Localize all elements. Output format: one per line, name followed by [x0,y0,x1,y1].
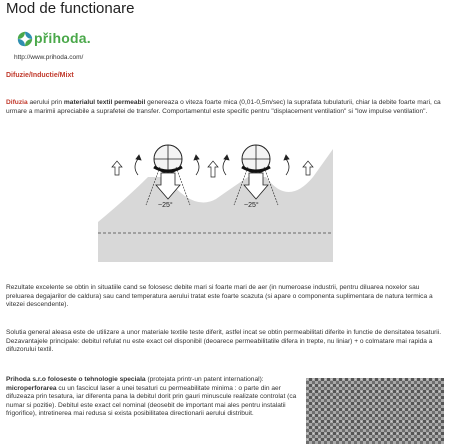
term-microperforare: microperforarea [6,384,57,392]
paragraph-technology [6,376,304,419]
logo-url: http://www.prihoda.com/ [14,54,84,61]
upward-arrows [112,161,313,177]
angle-left-label: ~25° [158,202,173,209]
logo-brand-text: přihoda. [34,30,91,46]
section-subtitle: Difuzie/Inductie/Mixt [6,72,74,79]
page-title: Mod de functionare [6,0,135,17]
fabric-texture-photo [306,378,444,444]
airflow-diagram [98,137,333,262]
para1-text-2: genereaza o viteza foarte mica (0,01-0,5m/sec) la suprafata tubulaturii, chiar la debite foarte mari, ca urmare a marimii apreciabile a suprafetei de transfer. Comportamentul este specific pentru "displacement ventilation" si "low impulse ventilation". [6,99,441,115]
logo-leaf-icon [16,30,34,48]
para1-text-1: aerului prin [27,99,64,106]
para4-text-2: cu un fascicul laser a unei tesaturi cu permeabilitate minima : o parte din aer difuzeaza prin tesatura, iar diferenta pana la debitul dorit prin gauri minuscule realizate controlat (ca numar si pozitie). Debitul este exact cel nominal (deosebit de important mai ales pentru instalatii frigorifice), intretinerea mai redusa si exista posibilitatea directionarii aerului distribuit. [6,384,297,418]
company-name: Prihoda s.r.o foloseste o tehnologie speciala [6,376,146,383]
prihoda-logo[interactable] [14,24,92,66]
term-material: materialul textil permeabil [63,99,146,106]
paragraph-results: Rezultate excelente se obtin in situatiile cand se folosesc debite mari si foarte mari de aer (in numeroase industrii, pentru diluarea noxelor sau preluarea degajarilor de caldura) sau cand temperatura aerului tratat este foarte scazuta (si apare o componenta suplimentara de natura termica a vitezei descendente). [6,284,433,309]
para4-text-1: (protejata printr-un patent international): [145,376,264,383]
paragraph-solution: Solutia general aleasa este de utilizare a unor materiale textile teste diferit, astfel incat se obtin permeabilitati diferite in functie de densitatea tesaturii. Dezavantajele principale: debitul refulat nu este exact cel disponibil (deoarece permeabilitatile difera in trepte, nu liniar) + o colmatare mai rapida a difuzorului textil. [6,329,442,354]
paragraph-diffusion [6,99,442,116]
angle-right-label: ~25° [244,202,259,209]
term-difuzia: Difuzia [6,99,28,106]
